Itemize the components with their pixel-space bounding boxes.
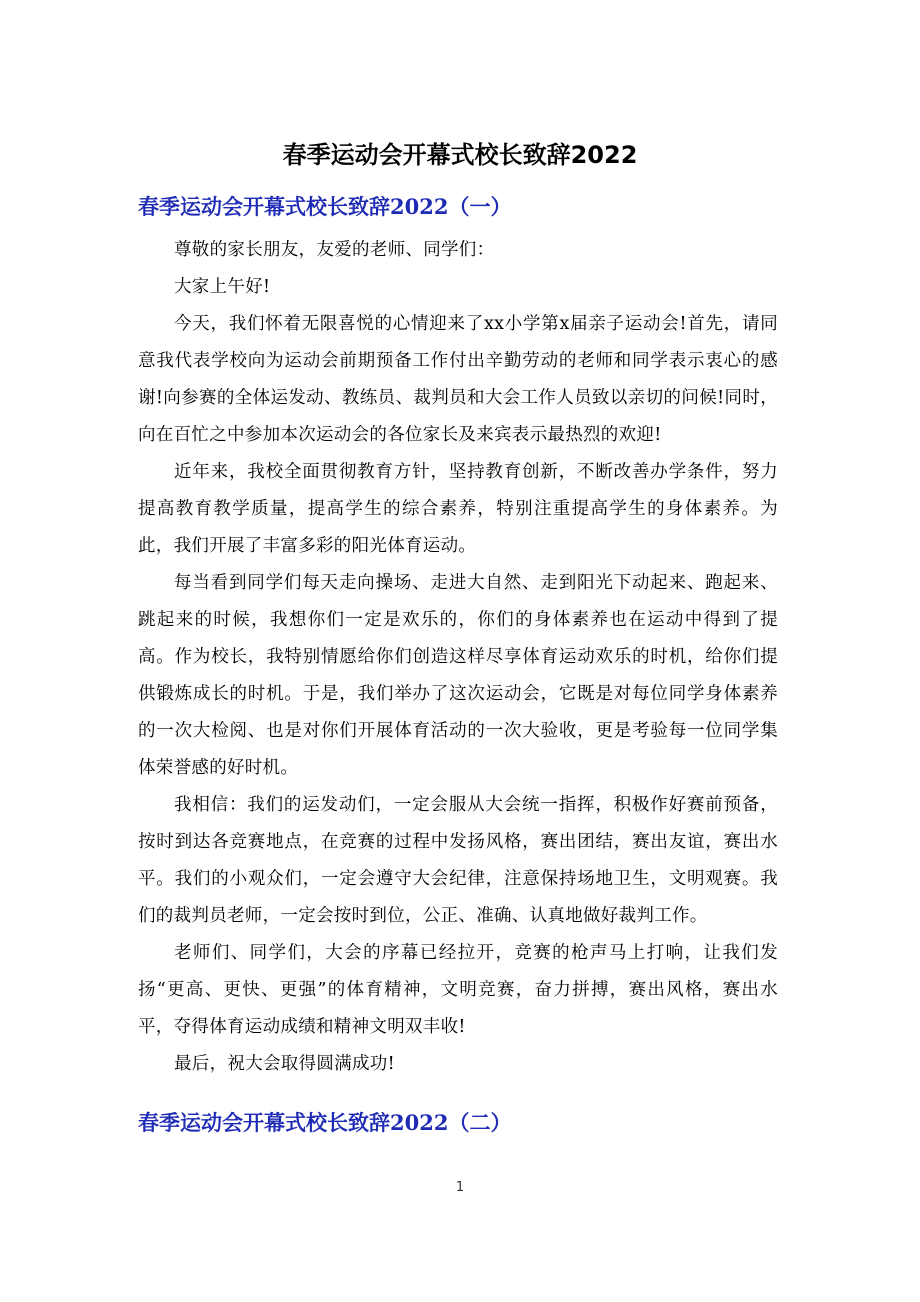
- paragraph-salutation: 尊敬的家长朋友，友爱的老师、同学们：: [174, 240, 495, 260]
- paragraph-encouragement: 老师们、同学们，大会的序幕已经拉开，竞赛的枪声马上打响，让我们发扬“更高、更快、更强”的体育精神，文明竞赛，奋力拼搏，赛出风格，赛出水平，夺得体育运动成绩和精神文明双丰收!: [138, 943, 778, 1037]
- paragraph-school-progress: 近年来，我校全面贯彻教育方针，坚持教育创新，不断改善办学条件，努力提高教育教学质量，提高学生的综合素养，特别注重提高学生的身体素养。为此，我们开展了丰富多彩的阳光体育运动。: [138, 462, 778, 556]
- paragraph-closing: 最后，祝大会取得圆满成功!: [174, 1054, 395, 1074]
- paragraph-welcome: 今天，我们怀着无限喜悦的心情迎来了xx小学第x届亲子运动会!首先，请同意我代表学校向为运动会前期预备工作付出辛勤劳动的老师和同学表示衷心的感谢!向参赛的全体运发动、教练员、裁判员和大会工作人员致以亲切的问候!同时，向在百忙之中参加本次运动会的各位家长及来宾表示最热烈的欢迎!: [138, 314, 778, 445]
- paragraph-expectations: 我相信：我们的运发动们，一定会服从大会统一指挥，积极作好赛前预备，按时到达各竞赛地点，在竞赛的过程中发扬风格，赛出团结，赛出友谊，赛出水平。我们的小观众们，一定会遵守大会纪律，注意保持场地卫生，文明观赛。我们的裁判员老师，一定会按时到位，公正、准确、认真地做好裁判工作。: [138, 795, 778, 926]
- paragraph-greeting: 大家上午好!: [174, 277, 271, 297]
- section-heading-2: 春季运动会开幕式校长致辞2022（二）: [138, 1110, 512, 1135]
- document-title: 春季运动会开幕式校长致辞2022: [282, 141, 638, 169]
- paragraph-purpose: 每当看到同学们每天走向操场、走进大自然、走到阳光下动起来、跑起来、跳起来的时候，我想你们一定是欢乐的，你们的身体素养也在运动中得到了提高。作为校长，我特别情愿给你们创造这样尽享体育运动欢乐的时机，给你们提供锻炼成长的时机。于是，我们举办了这次运动会，它既是对每位同学身体素养的一次大检阅、也是对你们开展体育活动的一次大验收，更是考验每一位同学集体荣誉感的好时机。: [138, 573, 778, 778]
- section-body-1: [138, 232, 778, 1083]
- page-number: 1: [455, 1180, 465, 1195]
- section-heading-1: 春季运动会开幕式校长致辞2022（一）: [138, 194, 512, 219]
